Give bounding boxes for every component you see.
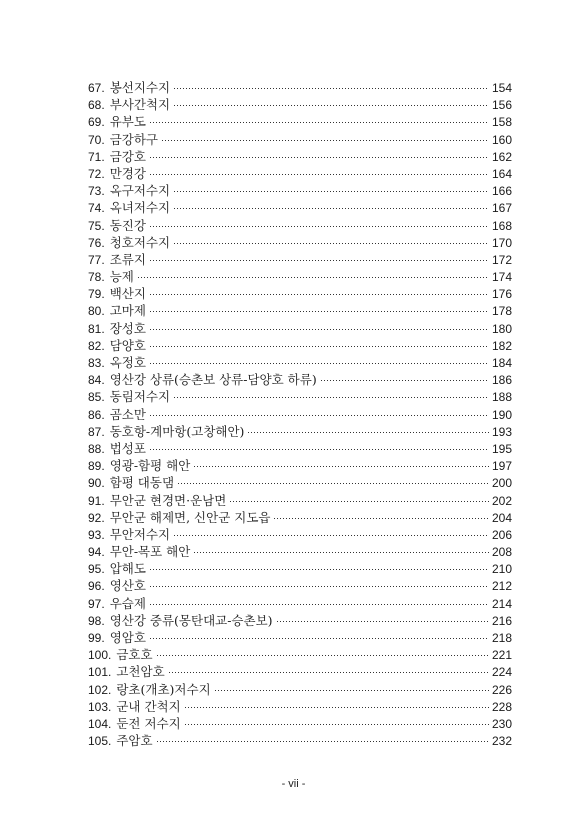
dot-leader bbox=[150, 174, 489, 175]
toc-entry-page: 232 bbox=[491, 734, 512, 749]
toc-entry-page: 186 bbox=[491, 373, 512, 388]
toc-entry-number: 88. bbox=[88, 441, 105, 456]
toc-entry bbox=[88, 131, 512, 148]
toc-entry bbox=[88, 457, 512, 474]
toc-entry-title: 곰소만 bbox=[109, 406, 146, 422]
toc-entry bbox=[88, 474, 512, 491]
toc-entry-title: 고마제 bbox=[109, 303, 146, 319]
toc-entry-number: 71. bbox=[88, 149, 105, 164]
dot-leader bbox=[169, 672, 489, 673]
dot-leader bbox=[150, 586, 489, 587]
toc-entry-number: 104. bbox=[88, 716, 112, 731]
toc-entry-page: 197 bbox=[491, 459, 512, 474]
dot-leader bbox=[150, 604, 489, 605]
toc-entry-page: 221 bbox=[491, 648, 512, 663]
toc-entry-number: 69. bbox=[88, 115, 105, 130]
toc-entry-title: 주암호 bbox=[116, 733, 153, 749]
toc-entry-title: 유부도 bbox=[109, 114, 146, 130]
toc-entry-page: 230 bbox=[491, 716, 512, 731]
dot-leader bbox=[174, 208, 489, 209]
dot-leader bbox=[150, 363, 489, 364]
toc-entry bbox=[88, 663, 512, 680]
toc-entry-number: 91. bbox=[88, 493, 105, 508]
toc-entry-title: 부사간척지 bbox=[109, 97, 171, 113]
toc-entry-title: 청호저수지 bbox=[109, 234, 171, 250]
toc-entry-title: 압해도 bbox=[109, 561, 146, 577]
toc-entry-title: 옥정호 bbox=[109, 355, 146, 370]
toc-entry-title: 무안-목포 해안 bbox=[109, 544, 191, 560]
toc-entry-title: 금강하구 bbox=[109, 131, 158, 147]
dot-leader bbox=[174, 397, 489, 398]
dot-leader bbox=[150, 294, 489, 295]
toc-entry-page: 166 bbox=[491, 184, 512, 199]
dot-leader bbox=[174, 191, 489, 192]
toc-entry-number: 78. bbox=[88, 270, 105, 285]
toc-list bbox=[88, 79, 512, 749]
dot-leader bbox=[230, 501, 489, 502]
toc-entry-title: 금강호 bbox=[109, 148, 146, 164]
toc-entry-title: 담양호 bbox=[109, 337, 146, 353]
toc-entry-number: 97. bbox=[88, 596, 105, 611]
toc-entry-number: 87. bbox=[88, 424, 105, 439]
toc-entry-page: 184 bbox=[491, 356, 512, 370]
toc-entry bbox=[88, 543, 512, 560]
dot-leader bbox=[174, 535, 489, 536]
toc-entry-number: 95. bbox=[88, 562, 105, 577]
dot-leader bbox=[150, 260, 489, 261]
toc-entry bbox=[88, 388, 512, 405]
toc-entry-page: 200 bbox=[491, 476, 512, 491]
toc-entry-title: 고천암호 bbox=[116, 664, 165, 680]
toc-entry-title: 금호호 bbox=[116, 647, 153, 663]
dot-leader bbox=[274, 518, 488, 519]
toc-entry-title: 옥녀저수지 bbox=[109, 200, 171, 216]
toc-entry bbox=[88, 492, 512, 509]
dot-leader bbox=[150, 638, 489, 639]
toc-entry bbox=[88, 165, 512, 182]
toc-entry bbox=[88, 406, 512, 423]
dot-leader bbox=[150, 122, 489, 123]
dot-leader bbox=[178, 483, 489, 484]
dot-leader bbox=[150, 415, 489, 416]
toc-entry bbox=[88, 371, 512, 388]
dot-leader bbox=[174, 88, 489, 89]
toc-entry bbox=[88, 199, 512, 216]
toc-entry-title: 장성호 bbox=[109, 320, 146, 336]
toc-entry-number: 85. bbox=[88, 390, 105, 405]
toc-entry bbox=[88, 646, 512, 663]
toc-entry-title: 함평 대동댐 bbox=[109, 475, 175, 491]
toc-entry bbox=[88, 354, 512, 371]
toc-entry-title: 옥구저수지 bbox=[109, 183, 171, 199]
toc-entry bbox=[88, 595, 512, 612]
toc-entry-number: 82. bbox=[88, 338, 105, 353]
dot-leader bbox=[157, 655, 489, 656]
toc-entry-title: 무안군 해제면, 신안군 지도읍 bbox=[109, 509, 271, 525]
toc-entry bbox=[88, 302, 512, 319]
toc-entry-number: 77. bbox=[88, 252, 105, 267]
dot-leader bbox=[174, 105, 489, 106]
toc-entry-title: 백산지 bbox=[109, 286, 146, 302]
dot-leader bbox=[248, 432, 489, 433]
toc-entry-number: 76. bbox=[88, 235, 105, 250]
toc-entry-number: 103. bbox=[88, 699, 112, 714]
toc-entry-title: 영광-함평 해안 bbox=[109, 458, 191, 474]
toc-entry-page: 206 bbox=[491, 527, 512, 542]
toc-entry-number: 100. bbox=[88, 648, 112, 663]
toc-entry bbox=[88, 337, 512, 354]
toc-entry-title: 능제 bbox=[109, 269, 134, 285]
toc-entry-number: 96. bbox=[88, 579, 105, 594]
toc-entry-number: 79. bbox=[88, 287, 105, 302]
toc-entry bbox=[88, 113, 512, 130]
toc-entry-title: 동림저수지 bbox=[109, 389, 171, 405]
toc-entry-title: 무안저수지 bbox=[109, 526, 171, 542]
dot-leader bbox=[215, 690, 489, 691]
toc-entry-title: 랑초(개초)저수지 bbox=[116, 681, 211, 697]
toc-entry-page: 228 bbox=[491, 699, 512, 714]
dot-leader bbox=[185, 707, 489, 708]
dot-leader bbox=[277, 621, 489, 622]
toc-entry-title: 동진강 bbox=[109, 217, 146, 233]
toc-entry-title: 영산강 중류(몽탄대교-승촌보) bbox=[109, 612, 273, 628]
toc-entry-number: 101. bbox=[88, 665, 112, 680]
toc-entry-page: 216 bbox=[491, 613, 512, 628]
toc-entry-title: 영산호 bbox=[109, 578, 146, 594]
toc-entry-title: 동호항-계마항(고창해안) bbox=[109, 423, 245, 439]
dot-leader bbox=[194, 552, 489, 553]
toc-entry bbox=[88, 629, 512, 646]
toc-entry-number: 80. bbox=[88, 304, 105, 319]
toc-entry-page: 180 bbox=[491, 321, 512, 336]
toc-entry-page: 167 bbox=[491, 201, 512, 216]
toc-entry-number: 83. bbox=[88, 356, 105, 370]
dot-leader bbox=[150, 569, 489, 570]
dot-leader bbox=[185, 724, 489, 725]
toc-entry-number: 73. bbox=[88, 184, 105, 199]
toc-entry-page: 178 bbox=[491, 304, 512, 319]
dot-leader bbox=[138, 277, 489, 278]
toc-entry-number: 74. bbox=[88, 201, 105, 216]
toc-entry-number: 94. bbox=[88, 545, 105, 560]
toc-entry-page: 214 bbox=[491, 596, 512, 611]
toc-entry-title: 조류지 bbox=[109, 251, 146, 267]
toc-entry-number: 75. bbox=[88, 218, 105, 233]
toc-entry-page: 210 bbox=[491, 562, 512, 577]
dot-leader bbox=[150, 449, 489, 450]
toc-entry-number: 70. bbox=[88, 132, 105, 147]
toc-entry bbox=[88, 715, 512, 732]
dot-leader bbox=[174, 243, 489, 244]
toc-entry-number: 84. bbox=[88, 373, 105, 388]
toc-entry-page: 160 bbox=[491, 132, 512, 147]
toc-entry bbox=[88, 234, 512, 251]
toc-entry bbox=[88, 182, 512, 199]
toc-entry-title: 무안군 현경면·운남면 bbox=[109, 492, 227, 508]
toc-entry bbox=[88, 526, 512, 543]
toc-entry bbox=[88, 251, 512, 268]
dot-leader bbox=[157, 741, 489, 742]
toc-entry-page: 208 bbox=[491, 545, 512, 560]
toc-entry-page: 188 bbox=[491, 390, 512, 405]
toc-entry-page: 172 bbox=[491, 252, 512, 267]
toc-entry bbox=[88, 79, 512, 96]
toc-entry-title: 군내 간척지 bbox=[116, 698, 181, 714]
toc-entry-number: 93. bbox=[88, 527, 105, 542]
toc-entry-page: 158 bbox=[491, 115, 512, 130]
toc-entry bbox=[88, 509, 512, 526]
toc-entry-number: 67. bbox=[88, 81, 105, 95]
toc-entry-number: 81. bbox=[88, 321, 105, 336]
toc-entry-page: 164 bbox=[491, 166, 512, 181]
dot-leader bbox=[321, 380, 489, 381]
toc-entry-number: 105. bbox=[88, 734, 112, 749]
toc-entry-title: 법성포 bbox=[109, 440, 146, 456]
dot-leader bbox=[150, 311, 489, 312]
toc-entry-page: 212 bbox=[491, 579, 512, 594]
toc-entry bbox=[88, 681, 512, 698]
toc-entry bbox=[88, 96, 512, 113]
dot-leader bbox=[150, 346, 489, 347]
toc-entry-page: 156 bbox=[491, 98, 512, 113]
toc-entry bbox=[88, 268, 512, 285]
toc-entry-title: 봉선지수지 bbox=[109, 80, 171, 95]
toc-entry-number: 98. bbox=[88, 613, 105, 628]
toc-entry bbox=[88, 612, 512, 629]
dot-leader bbox=[194, 466, 489, 467]
toc-entry bbox=[88, 217, 512, 234]
toc-entry-title: 영산강 상류(승촌보 상류-담양호 하류) bbox=[109, 372, 317, 388]
toc-entry-title: 만경강 bbox=[109, 165, 146, 181]
toc-entry bbox=[88, 285, 512, 302]
toc-entry bbox=[88, 560, 512, 577]
toc-entry-page: 162 bbox=[491, 149, 512, 164]
dot-leader bbox=[150, 157, 489, 158]
toc-entry-page: 174 bbox=[491, 270, 512, 285]
toc-entry-number: 99. bbox=[88, 631, 105, 645]
toc-entry bbox=[88, 698, 512, 715]
toc-entry-page: 224 bbox=[491, 665, 512, 680]
toc-entry bbox=[88, 732, 512, 749]
toc-entry-page: 204 bbox=[491, 510, 512, 525]
toc-entry-page: 218 bbox=[491, 631, 512, 645]
toc-entry-number: 92. bbox=[88, 510, 105, 525]
toc-entry-page: 154 bbox=[491, 81, 512, 95]
toc-entry bbox=[88, 423, 512, 440]
toc-entry-page: 226 bbox=[491, 682, 512, 697]
toc-entry bbox=[88, 577, 512, 594]
toc-entry-number: 72. bbox=[88, 166, 105, 181]
toc-entry bbox=[88, 440, 512, 457]
toc-entry-page: 193 bbox=[491, 424, 512, 439]
toc-entry bbox=[88, 148, 512, 165]
page-number-footer: - vii - bbox=[281, 778, 306, 790]
toc-entry bbox=[88, 320, 512, 337]
toc-entry-number: 86. bbox=[88, 407, 105, 422]
toc-entry-title: 둔전 저수지 bbox=[116, 715, 181, 731]
toc-entry-number: 90. bbox=[88, 476, 105, 491]
dot-leader bbox=[162, 140, 489, 141]
toc-entry-title: 영암호 bbox=[109, 630, 146, 645]
toc-entry-page: 195 bbox=[491, 441, 512, 456]
dot-leader bbox=[150, 226, 489, 227]
toc-entry-title: 우습제 bbox=[109, 595, 146, 611]
toc-entry-number: 68. bbox=[88, 98, 105, 113]
toc-entry-page: 182 bbox=[491, 338, 512, 353]
toc-entry-number: 89. bbox=[88, 459, 105, 474]
toc-entry-page: 170 bbox=[491, 235, 512, 250]
dot-leader bbox=[150, 329, 489, 330]
toc-entry-page: 190 bbox=[491, 407, 512, 422]
toc-entry-page: 176 bbox=[491, 287, 512, 302]
toc-entry-number: 102. bbox=[88, 682, 112, 697]
toc-entry-page: 202 bbox=[491, 493, 512, 508]
toc-entry-page: 168 bbox=[491, 218, 512, 233]
